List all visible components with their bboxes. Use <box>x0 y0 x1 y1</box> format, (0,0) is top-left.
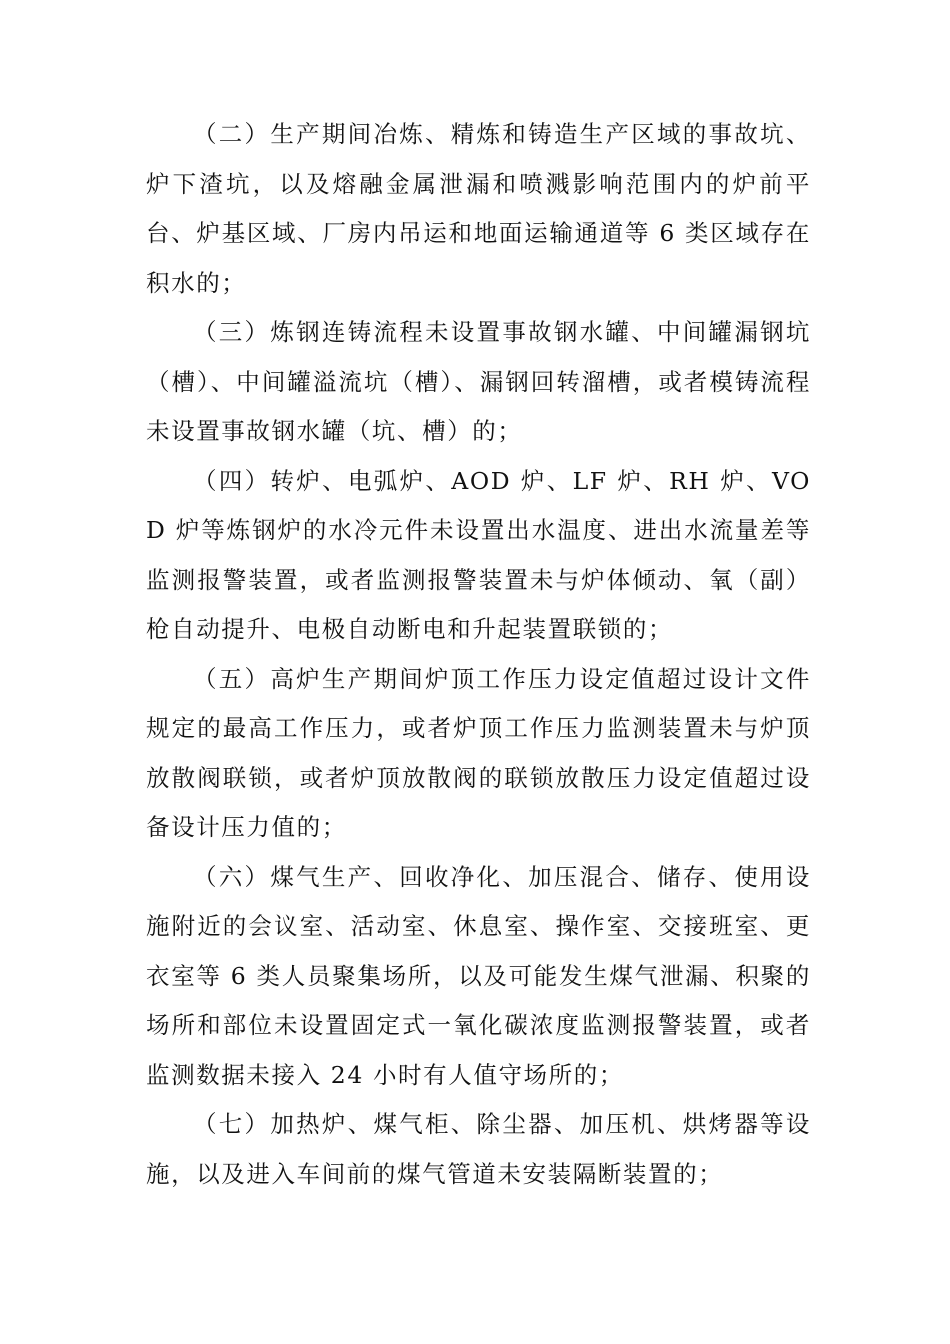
paragraph-6: （六）煤气生产、回收净化、加压混合、储存、使用设施附近的会议室、活动室、休息室、操作室、交接班室、更衣室等 6 类人员聚集场所，以及可能发生煤气泄漏、积聚的场所和部位未设置固定式一氧化碳浓度监测报警装置，或者监测数据未接入 24 小时有人值守场所的； <box>146 862 811 1089</box>
paragraph-2: （二）生产期间冶炼、精炼和铸造生产区域的事故坑、炉下渣坑，以及熔融金属泄漏和喷溅影响范围内的炉前平台、炉基区域、厂房内吊运和地面运输通道等 6 类区域存在积水的； <box>146 120 811 297</box>
paragraph-4: （四）转炉、电弧炉、AOD 炉、LF 炉、RH 炉、VOD 炉等炼钢炉的水冷元件未设置出水温度、进出水流量差等监测报警装置，或者监测报警装置未与炉体倾动、氧（副）枪自动提升、电极自动断电和升起装置联锁的； <box>146 466 811 643</box>
paragraph-5: （五）高炉生产期间炉顶工作压力设定值超过设计文件规定的最高工作压力，或者炉顶工作压力监测装置未与炉顶放散阀联锁，或者炉顶放散阀的联锁放散压力设定值超过设备设计压力值的； <box>146 664 811 841</box>
document-body <box>146 110 811 1199</box>
paragraph-7: （七）加热炉、煤气柜、除尘器、加压机、烘烤器等设施，以及进入车间前的煤气管道未安装隔断装置的； <box>146 1110 811 1188</box>
paragraph-3: （三）炼钢连铸流程未设置事故钢水罐、中间罐漏钢坑（槽）、中间罐溢流坑（槽）、漏钢回转溜槽，或者模铸流程未设置事故钢水罐（坑、槽）的； <box>146 318 811 445</box>
